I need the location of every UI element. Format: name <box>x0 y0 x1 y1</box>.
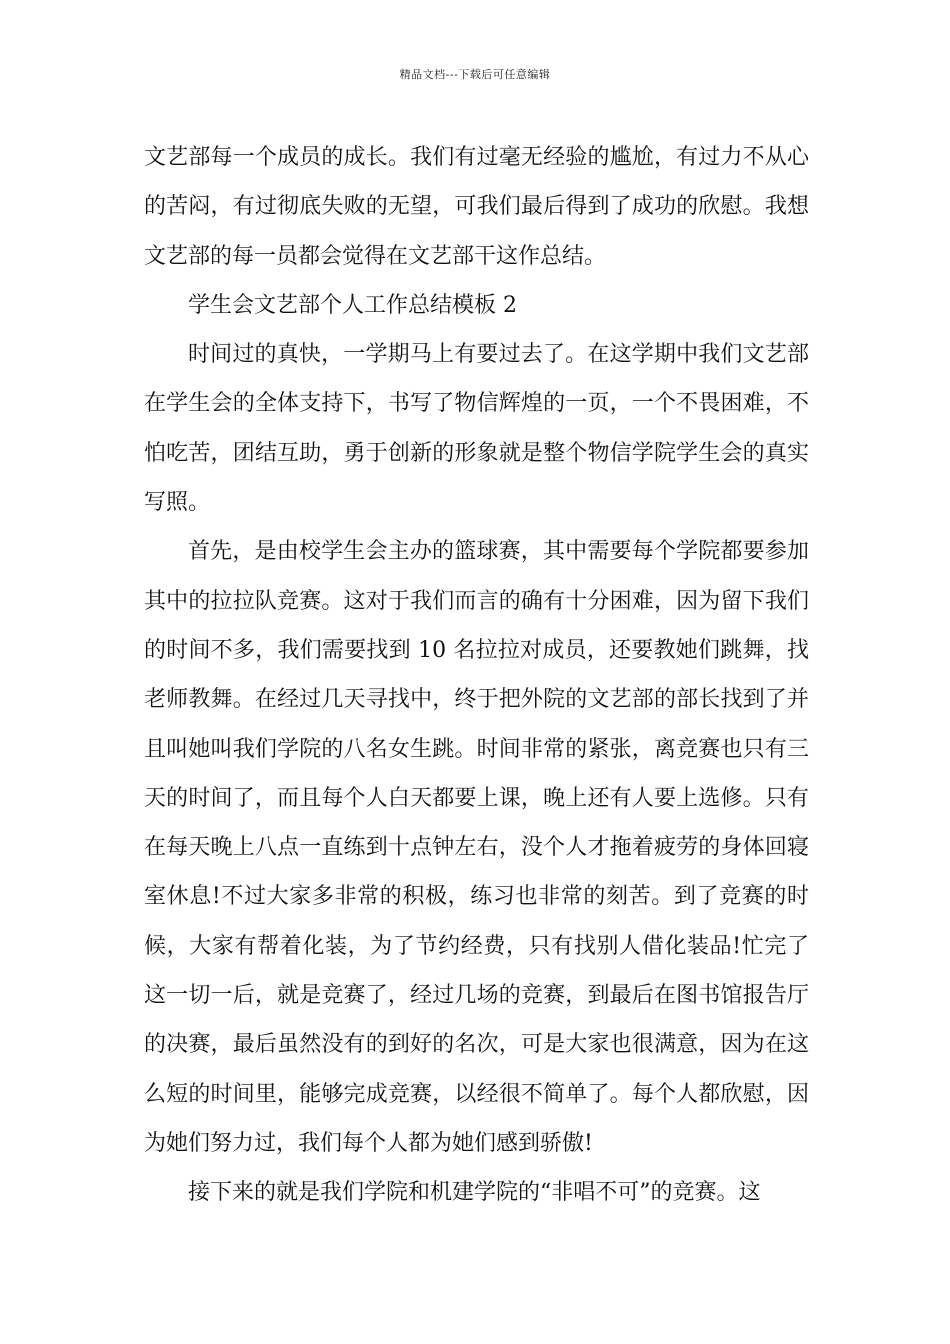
paragraph-4: 接下来的就是我们学院和机建学院的“非唱不可”的竞赛。这 <box>188 1180 761 1206</box>
page-header-note: 精品文档---下载后可任意编辑 <box>399 68 551 81</box>
section-title: 学生会文艺部个人工作总结模板 2 <box>188 292 517 318</box>
paragraph-3: 首先，是由校学生会主办的篮球赛，其中需要每个学院都要参加其中的拉拉队竞赛。这对于我们而言的确有十分困难，因为留下我们的时间不多，我们需要找到 10 名拉拉对成员，还要教她们跳舞，找老师教舞。在经过几天寻找中，终于把外院的文艺部的部长找到了并且叫她叫我们学院的八名女生跳。时间非常的紧张，离竞赛也只有三天的时间了，而且每个人白天都要上课，晚上还有人要上选修。只有在每天晚上八点一直练到十点钟左右，没个人才拖着疲劳的身体回寝室休息!不过大家多非常的积极，练习也非常的刻苦。到了竞赛的时候，大家有帮着化装，为了节约经费，只有找别人借化装品!忙完了这一切一后，就是竞赛了，经过几场的竞赛，到最后在图书馆报告厅的决赛，最后虽然没有的到好的名次，可是大家也很满意，因为在这么短的时间里，能够完成竞赛，以经很不简单了。每个人都欣慰，因为她们努力过，我们每个人都为她们感到骄傲! <box>144 539 809 1156</box>
document-body <box>144 133 809 1218</box>
paragraph-2: 时间过的真快，一学期马上有要过去了。在这学期中我们文艺部在学生会的全体支持下，书写了物信辉煌的一页，一个不畏困难，不怕吃苦，团结互助，勇于创新的形象就是整个物信学院学生会的真实写照。 <box>144 342 809 516</box>
paragraph-1: 文艺部每一个成员的成长。我们有过毫无经验的尴尬，有过力不从心的苦闷，有过彻底失败的无望，可我们最后得到了成功的欣慰。我想文艺部的每一员都会觉得在文艺部干这作总结。 <box>144 145 809 269</box>
